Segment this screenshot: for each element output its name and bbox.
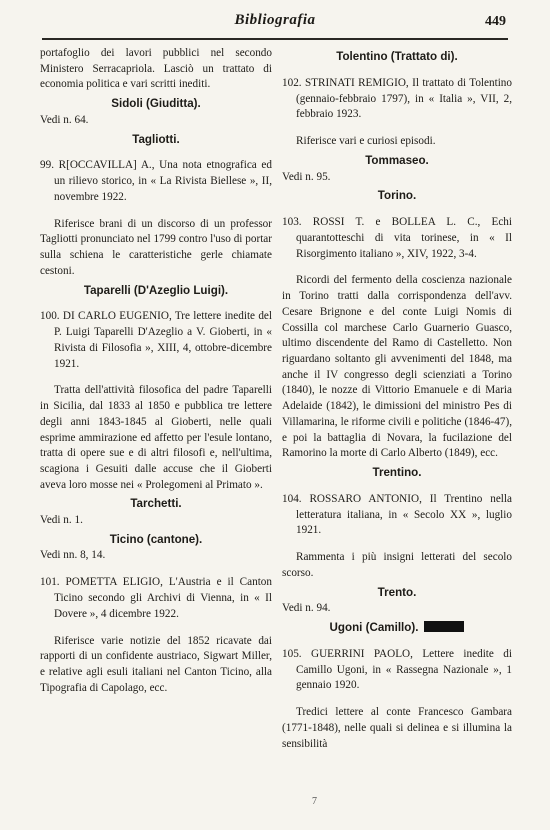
entry-104-title: 104. ROSSARO ANTONIO, Il Trentino nella letteratura italiana, in « Secolo XX », luglio 1921. [282, 492, 512, 537]
heading-sidoli: Sidoli (Giuditta). [111, 97, 201, 111]
heading-tarchetti: Tarchetti. [130, 497, 182, 511]
right-column [282, 46, 512, 752]
entry-101-body: Riferisce varie notizie del 1852 ricavate dai rapporti di un confidente austriaco, Sigwart Miller, e relative agli esuli italiani nel Canton Ticino, alla Tipografia di Capolago, ecc. [40, 634, 272, 694]
continuation-text: portafoglio dei lavori pubblici nel secondo Ministero Serracapriola. Lasciò un trattato di economia politica e vari scritti inediti. [40, 47, 272, 91]
heading-trentino: Trentino. [372, 465, 422, 479]
heading-tagliotti: Tagliotti. [132, 132, 180, 146]
heading-ticino: Ticino (cantone). [109, 532, 203, 546]
ref-ticino: Vedi nn. 8, 14. [40, 549, 106, 562]
heading-tolentino: Tolentino (Trattato di). [336, 50, 458, 63]
page-number: 449 [485, 14, 506, 29]
heading-taparelli: Taparelli (D'Azeglio Luigi). [83, 283, 229, 297]
entry-105-title: 105. GUERRINI PAOLO, Lettere inedite di Camillo Ugoni, in « Rassegna Nazionale », 1 gennaio 1920. [282, 647, 512, 692]
redaction-mark [424, 621, 464, 632]
header-rule [42, 38, 508, 40]
ref-trento: Vedi n. 94. [282, 602, 331, 615]
entry-103-title: 103. ROSSI T. e BOLLEA L. C., Echi quarantotteschi di vita torinese, in « Il Risorgimento italiano », XIV, 1922, 3-4. [282, 216, 512, 260]
heading-torino: Torino. [377, 189, 417, 203]
page-header [0, 10, 550, 36]
entry-101-title: 101. POMETTA ELIGIO, L'Austria e il Canton Ticino secondo gli Archivi di Vienna, in « Il Dovere », 4 dicembre 1922. [40, 576, 272, 620]
entry-102-title: 102. STRINATI REMIGIO, Il trattato di Tolentino (gennaio-febbraio 1797), in « Italia », VII, 2, febbraio 1923. [282, 76, 512, 121]
running-title: Bibliografia [234, 12, 316, 28]
entry-102-body: Riferisce vari e curiosi episodi. [296, 135, 436, 148]
entry-100-body: Tratta dell'attività filosofica del padre Taparelli in Sicilia, dal 1833 al 1850 e pubblica tre lettere degli anni 1843-1845 al Gioberti, nelle quali esprime ammirazione ed affetto per l'esule lontano, tratta di opere sue e di altri filosofi e, nell'ultima, scagiona i Gesuiti dalle accuse che il Gioberti aveva loro mosse nei « Prolegomeni al Primato ». [40, 384, 272, 491]
entry-103-body: Ricordi del fermento della coscienza nazionale in Torino tratti dalla corrispondenza dell'avv. Cesare Brignone e del conte Luigi Nomis di Cossilla col marchese Carlo Guarnerio Guasco, ultimo discendente del Ramo di Castelletto. Non riguardano soltanto gli avvenimenti del 1848, ma anche il IV congresso degli scienziati a Torino (1840), le nozze di Vittorio Emanuele e di Maria Adelaide (1842), le dimissioni del ministro Pes di Villamarina, le riforme civili e politiche (1846-47), e poi la battaglia di Novara, la fucilazione del Ramorino la morte di Carlo Alberto (1849), ecc. [282, 274, 512, 460]
heading-tommaseo: Tommaseo. [365, 153, 429, 167]
left-column [40, 46, 272, 696]
ref-tarchetti: Vedi n. 1. [40, 514, 83, 527]
heading-ugoni-text: Ugoni (Camillo). [329, 620, 419, 634]
heading-trento: Trento. [377, 585, 417, 599]
entry-100-title: 100. DI CARLO EUGENIO, Tre lettere inedite del P. Luigi Taparelli D'Azeglio a V. Gioberti, in « Rivista di Filosofia », XIII, 4, ottobre-dicembre 1921. [40, 310, 272, 370]
footer-mark: 7 [312, 796, 317, 807]
entry-105-body: Tredici lettere al conte Francesco Gambara (1771-1848), nelle quali si delinea e si illumina la sensibilità [282, 706, 512, 750]
entry-104-body: Rammenta i più insigni letterati del secolo scorso. [282, 551, 512, 579]
heading-ugoni [282, 620, 512, 636]
ref-sidoli: Vedi n. 64. [40, 113, 89, 126]
ref-tommaseo: Vedi n. 95. [282, 170, 331, 183]
entry-99-title: 99. R[OCCAVILLA] A., Una nota etnografica ed un rilievo storico, in « La Rivista Biellese », II, novembre 1922. [40, 159, 272, 203]
entry-99-body: Riferisce brani di un discorso di un professor Tagliotti pronunciato nel 1799 contro l'uso di portar sulla schiena le caratteristiche gerle chiamate cestoni. [40, 217, 272, 277]
